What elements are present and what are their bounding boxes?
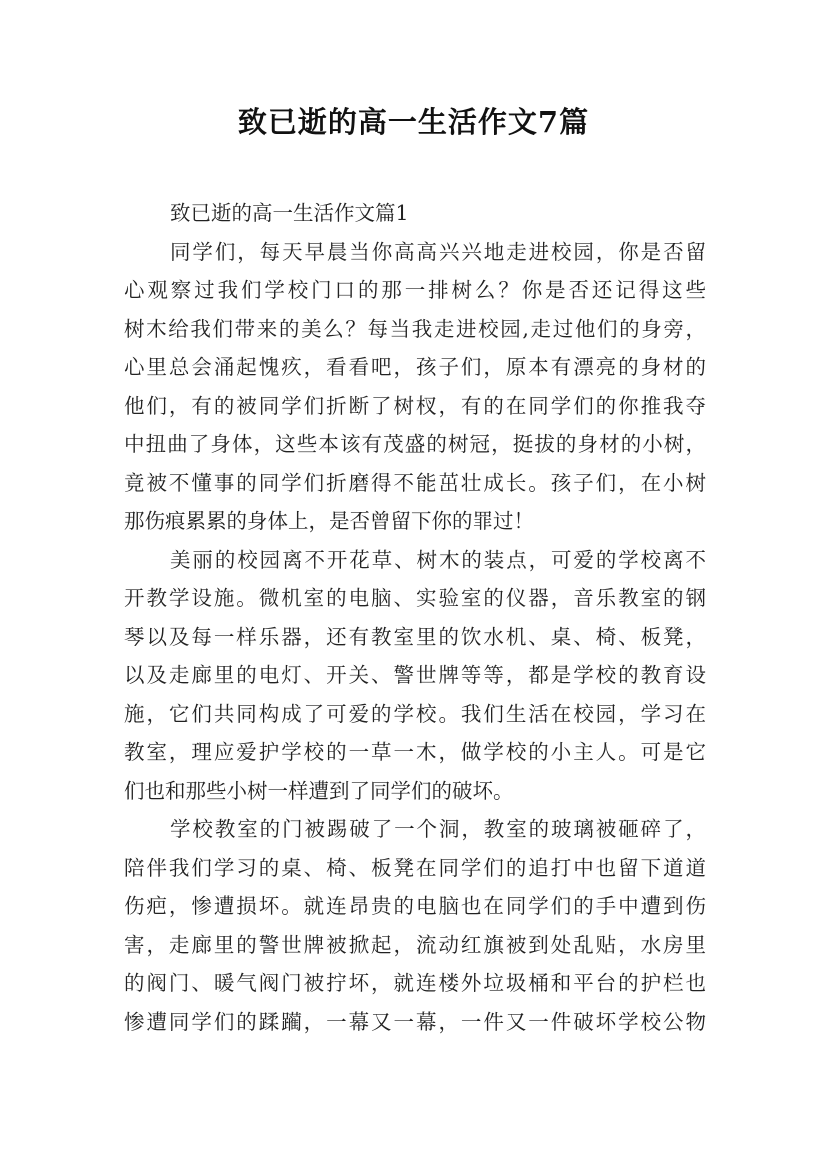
paragraph-line: 心里总会涌起愧疚，看看吧，孩子们，原本有漂亮的身材的 xyxy=(124,355,706,379)
paragraph-line: 树木给我们带来的美么？每当我走进校园,走过他们的身旁， xyxy=(124,316,706,341)
paragraph-line: 学校教室的门被踢破了一个洞，教室的玻璃被砸碎了， xyxy=(170,817,706,841)
paragraph-line: 那伤痕累累的身体上，是否曾留下你的罪过！ xyxy=(124,509,534,533)
paragraph-line: 开教学设施。微机室的电脑、实验室的仪器，音乐教室的钢 xyxy=(124,586,706,610)
paragraph-line: 害，走廊里的警世牌被掀起，流动红旗被到处乱贴，水房里 xyxy=(124,932,706,957)
section-heading: 致已逝的高一生活作文篇1 xyxy=(170,201,409,225)
paragraph-line: 们也和那些小树一样遭到了同学们的破坏。 xyxy=(124,778,514,803)
paragraph-line: 施，它们共同构成了可爱的学校。我们生活在校园，学习在 xyxy=(124,701,706,726)
paragraph-line: 陪伴我们学习的桌、椅、板凳在同学们的追打中也留下道道 xyxy=(124,855,706,880)
paragraph-line: 以及走廊里的电灯、开关、警世牌等等，都是学校的教育设 xyxy=(124,663,706,687)
paragraph-line: 心观察过我们学校门口的那一排树么？你是否还记得这些 xyxy=(124,278,706,302)
document-body xyxy=(124,194,706,1041)
paragraph-line: 教室，理应爱护学校的一草一木，做学校的小主人。可是它 xyxy=(124,740,706,764)
paragraph-line: 他们，有的被同学们折断了树杈，有的在同学们的你推我夺 xyxy=(124,393,706,418)
paragraph-line: 美丽的校园离不开花草、树木的装点，可爱的学校离不 xyxy=(170,547,706,572)
paragraph-line: 的阀门、暖气阀门被拧坏，就连楼外垃圾桶和平台的护栏也 xyxy=(124,971,706,995)
paragraph-line: 竟被不懂事的同学们折磨得不能茁壮成长。孩子们，在小树 xyxy=(124,470,706,495)
paragraph-line: 惨遭同学们的蹂躏，一幕又一幕，一件又一件破坏学校公物 xyxy=(124,1009,706,1034)
document-title: 致已逝的高一生活作文7篇 xyxy=(237,105,590,139)
paragraph-line: 中扭曲了身体，这些本该有茂盛的树冠，挺拔的身材的小树， xyxy=(124,432,706,456)
paragraph-line: 同学们，每天早晨当你高高兴兴地走进校园，你是否留 xyxy=(170,239,706,264)
paragraph-line: 伤疤，惨遭损坏。就连昂贵的电脑也在同学们的手中遭到伤 xyxy=(124,894,706,918)
paragraph-line: 琴以及每一样乐器，还有教室里的饮水机、桌、椅、板凳， xyxy=(124,624,706,649)
